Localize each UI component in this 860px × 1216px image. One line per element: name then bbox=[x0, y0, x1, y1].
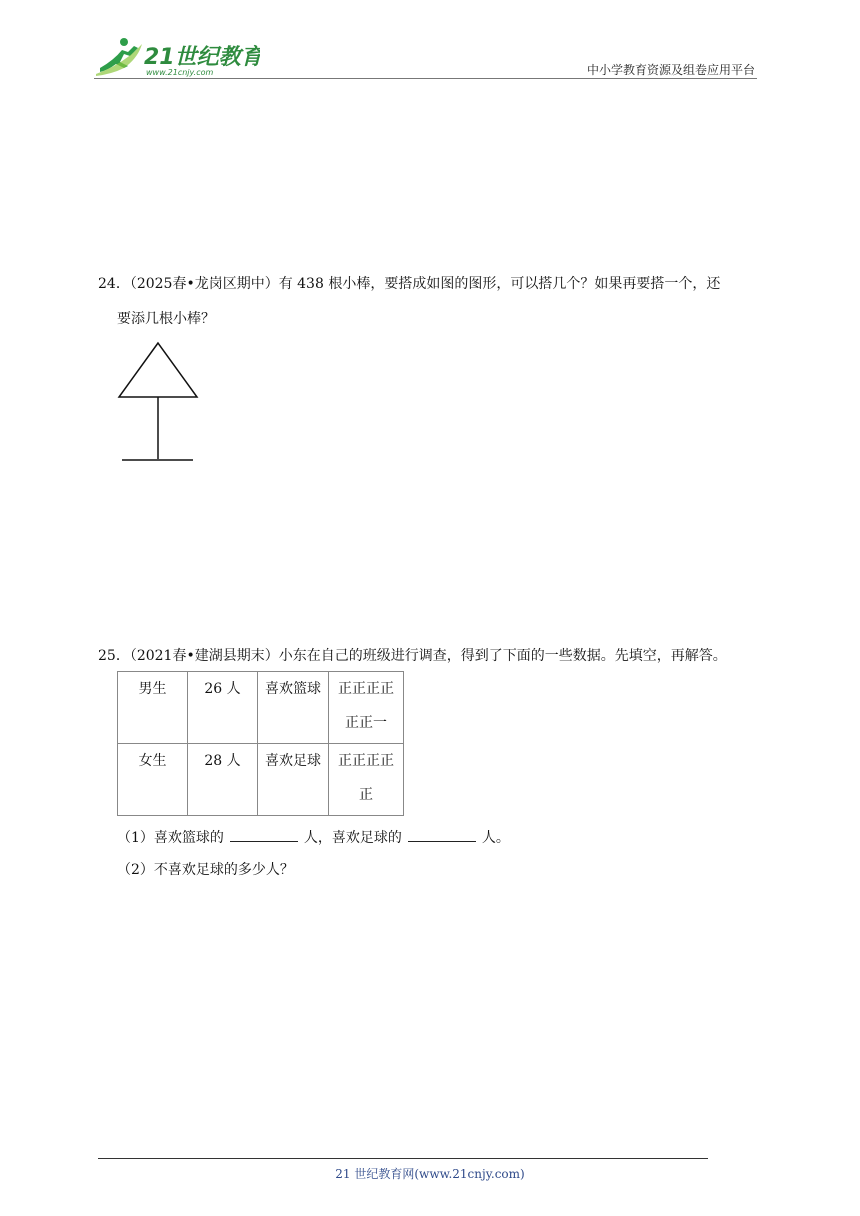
platform-name: 中小学教育资源及组卷应用平台 bbox=[586, 63, 755, 77]
tally-line1: 正正正正 bbox=[338, 681, 394, 697]
hobby-cell: 喜欢足球 bbox=[258, 744, 329, 816]
sub1-part-b: 人，喜欢足球的 bbox=[303, 830, 402, 846]
q25-sub1 bbox=[117, 828, 510, 846]
site-logo bbox=[94, 34, 260, 78]
stick-figure-diagram bbox=[117, 340, 199, 464]
q25-sub2: （2）不喜欢足球的多少人？ bbox=[117, 862, 294, 878]
answer-blank-football[interactable] bbox=[408, 828, 476, 842]
gender-cell: 女生 bbox=[118, 744, 188, 816]
sub1-part-c: 人。 bbox=[481, 830, 510, 846]
survey-table bbox=[117, 671, 404, 816]
count-cell: 26 人 bbox=[188, 672, 258, 744]
gender-cell: 男生 bbox=[118, 672, 188, 744]
footer-divider bbox=[98, 1158, 708, 1159]
triangle-shape bbox=[119, 343, 197, 397]
table-row bbox=[118, 672, 404, 744]
sub1-part-a: （1）喜欢篮球的 bbox=[117, 830, 224, 846]
answer-blank-basketball[interactable] bbox=[230, 828, 298, 842]
header-divider bbox=[94, 78, 757, 79]
q24-stem-line1: 24．（2025春•龙岗区期中）有 438 根小棒，要搭成如图的图形，可以搭几个？如果再要搭一个，还 bbox=[98, 276, 721, 292]
tally-cell bbox=[329, 672, 404, 744]
tally-line2: 正正一 bbox=[345, 715, 387, 731]
hobby-cell: 喜欢篮球 bbox=[258, 672, 329, 744]
count-cell: 28 人 bbox=[188, 744, 258, 816]
tally-cell bbox=[329, 744, 404, 816]
footer-site-link[interactable]: 21 世纪教育网(www.21cnjy.com) bbox=[335, 1167, 525, 1181]
logo-wordmark: 21世纪教育 bbox=[144, 45, 260, 70]
q25-stem: 25．（2021春•建湖县期末）小东在自己的班级进行调查，得到了下面的一些数据。先填空，再解答。 bbox=[98, 648, 727, 664]
logo-url: www.21cnjy.com bbox=[146, 68, 214, 77]
runner-logo-icon bbox=[96, 38, 142, 76]
table-row bbox=[118, 744, 404, 816]
tally-line2: 正 bbox=[359, 787, 373, 803]
tally-line1: 正正正正 bbox=[338, 753, 394, 769]
q24-stem-line2: 要添几根小棒？ bbox=[117, 311, 215, 327]
